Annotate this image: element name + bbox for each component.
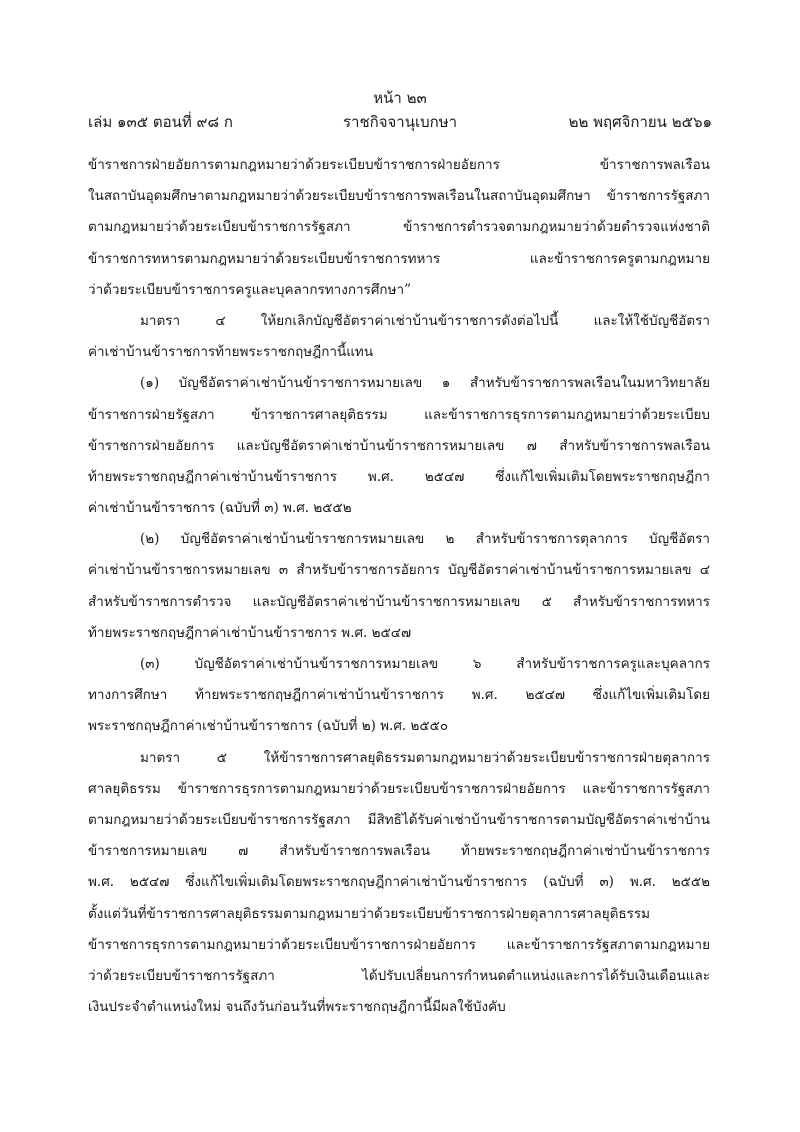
text-line: ท้ายพระราชกฤษฎีกาค่าเช่าบ้านข้าราชการ พ.ศ. ๒๕๔๗ bbox=[88, 624, 412, 641]
text-line: ตั้งแต่วันที่ข้าราชการศาลยุติธรรมตามกฎหมายว่าด้วยระเบียบข้าราชการฝ่ายตุลาการศาลยุติธรรม bbox=[88, 905, 651, 922]
text-line: ท้ายพระราชกฤษฎีกาค่าเช่าบ้านข้าราชการ พ.ศ. ๒๕๔๗ ซึ่งแก้ไขเพิ่มเติมโดยพระราชกฤษฎีกา bbox=[88, 468, 710, 485]
text-line: ข้าราชการทหารตามกฎหมายว่าด้วยระเบียบข้าราชการทหาร และข้าราชการครูตามกฎหมาย bbox=[88, 250, 710, 267]
text-line: ทางการศึกษา ท้ายพระราชกฤษฎีกาค่าเช่าบ้านข้าราชการ พ.ศ. ๒๕๔๗ ซึ่งแก้ไขเพิ่มเติมโดย bbox=[88, 687, 710, 704]
item-3-line: (๓) บัญชีอัตราค่าเช่าบ้านข้าราชการหมายเลข ๖ สำหรับข้าราชการครูและบุคลากร bbox=[140, 656, 710, 672]
text-line: ข้าราชการฝ่ายรัฐสภา ข้าราชการศาลยุติธรรม และข้าราชการธุรการตามกฎหมายว่าด้วยระเบียบ bbox=[88, 406, 710, 423]
body-text bbox=[88, 150, 710, 1023]
text-line: ในสถาบันอุดมศึกษาตามกฎหมายว่าด้วยระเบียบข้าราชการพลเรือนในสถาบันอุดมศึกษา ข้าราชการรัฐสภา bbox=[88, 188, 710, 205]
running-header bbox=[88, 110, 712, 132]
item-2-line: (๒) บัญชีอัตราค่าเช่าบ้านข้าราชการหมายเลข ๒ สำหรับข้าราชการตุลาการ บัญชีอัตรา bbox=[140, 531, 710, 548]
text-line: พ.ศ. ๒๕๔๗ ซึ่งแก้ไขเพิ่มเติมโดยพระราชกฤษฎีกาค่าเช่าบ้านข้าราชการ (ฉบับที่ ๓) พ.ศ. ๒๕๕๒ bbox=[88, 874, 710, 891]
text-line: พระราชกฤษฎีกาค่าเช่าบ้านข้าราชการ (ฉบับที่ ๒) พ.ศ. ๒๕๕๐ bbox=[88, 718, 449, 735]
text-line: ข้าราชการฝ่ายอัยการ และบัญชีอัตราค่าเช่าบ้านข้าราชการหมายเลข ๗ สำหรับข้าราชการพลเรือน bbox=[88, 437, 710, 454]
text-line: ค่าเช่าบ้านข้าราชการ (ฉบับที่ ๓) พ.ศ. ๒๕๕๒ bbox=[88, 500, 352, 517]
text-line: ข้าราชการหมายเลข ๗ สำหรับข้าราชการพลเรือน ท้ายพระราชกฤษฎีกาค่าเช่าบ้านข้าราชการ bbox=[88, 843, 710, 860]
text-line: ข้าราชการธุรการตามกฎหมายว่าด้วยระเบียบข้าราชการฝ่ายอัยการ และข้าราชการรัฐสภาตามกฎหมาย bbox=[88, 936, 710, 953]
text-line: ว่าด้วยระเบียบข้าราชการครูและบุคลากรทางการศึกษา” bbox=[88, 281, 411, 298]
text-line: ตามกฎหมายว่าด้วยระเบียบข้าราชการรัฐสภา ข้าราชการตำรวจตามกฎหมายว่าด้วยตำรวจแห่งชาติ bbox=[88, 219, 710, 236]
gazette-title: ราชกิจจานุเบกษา bbox=[342, 113, 458, 131]
text-line: ว่าด้วยระเบียบข้าราชการรัฐสภา ได้ปรับเปลี่ยนการกำหนดตำแหน่งและการได้รับเงินเดือนและ bbox=[88, 967, 710, 984]
text-line: ข้าราชการฝ่ายอัยการตามกฎหมายว่าด้วยระเบียบข้าราชการฝ่ายอัยการ ข้าราชการพลเรือน bbox=[88, 157, 710, 173]
text-line: ค่าเช่าบ้านข้าราชการหมายเลข ๓ สำหรับข้าราชการอัยการ บัญชีอัตราค่าเช่าบ้านข้าราชการหมายเลข ๔ bbox=[88, 562, 710, 579]
text-line: ค่าเช่าบ้านข้าราชการท้ายพระราชกฤษฎีกานี้แทน bbox=[88, 344, 374, 361]
publication-date: ๒๒ พฤศจิกายน ๒๕๖๑ bbox=[568, 113, 712, 131]
section-5-heading-line: มาตรา ๕ ให้ข้าราชการศาลยุติธรรมตามกฎหมายว่าด้วยระเบียบข้าราชการฝ่ายตุลาการ bbox=[140, 749, 710, 766]
section-4-heading-line: มาตรา ๔ ให้ยกเลิกบัญชีอัตราค่าเช่าบ้านข้าราชการดังต่อไปนี้ และให้ใช้บัญชีอัตรา bbox=[140, 312, 710, 329]
page-number: หน้า ๒๓ bbox=[373, 89, 427, 107]
text-line: สำหรับข้าราชการตำรวจ และบัญชีอัตราค่าเช่าบ้านข้าราชการหมายเลข ๕ สำหรับข้าราชการทหาร bbox=[88, 593, 710, 610]
text-line: ตามกฎหมายว่าด้วยระเบียบข้าราชการรัฐสภา มีสิทธิได้รับค่าเช่าบ้านข้าราชการตามบัญชีอัตราค่าเช่าบ้าน bbox=[88, 811, 710, 828]
volume-issue: เล่ม ๑๓๕ ตอนที่ ๙๘ ก bbox=[88, 113, 233, 131]
text-line: เงินประจำตำแหน่งใหม่ จนถึงวันก่อนวันที่พระราชกฤษฎีกานี้มีผลใช้บังคับ bbox=[88, 999, 506, 1016]
item-1-line: (๑) บัญชีอัตราค่าเช่าบ้านข้าราชการหมายเลข ๑ สำหรับข้าราชการพลเรือนในมหาวิทยาลัย bbox=[140, 375, 710, 392]
text-line: ศาลยุติธรรม ข้าราชการธุรการตามกฎหมายว่าด้วยระเบียบข้าราชการฝ่ายอัยการ และข้าราชการรัฐสภา bbox=[88, 780, 710, 797]
